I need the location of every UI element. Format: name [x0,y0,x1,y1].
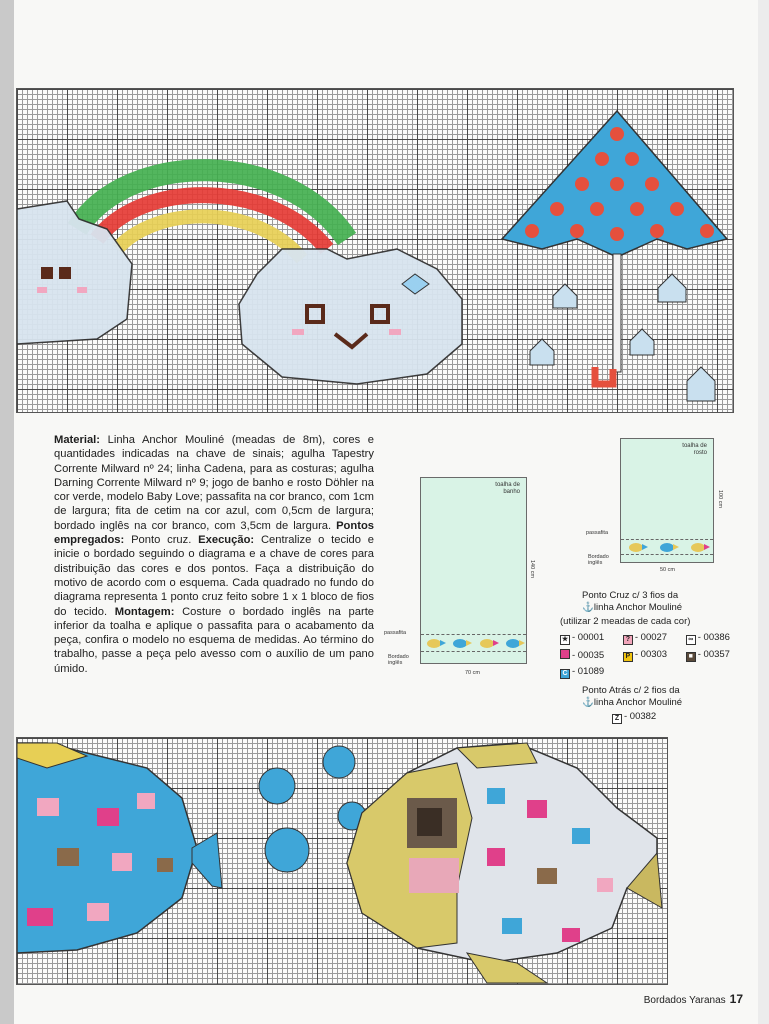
bath-passafita-label: passafita [384,630,407,636]
umbrella-motif [502,111,727,401]
pink-swatch [560,649,570,659]
pontos-text: Ponto cruz. [131,534,192,547]
binding-edge [0,0,14,1024]
montagem-label: Montagem: [114,605,175,618]
material-label: Material: [54,434,101,446]
left-fish-motif [17,743,222,953]
symbol-infinity-swatch: ∞ [686,635,696,645]
page-footer [644,992,743,1006]
top-cross-stitch-chart [16,88,734,413]
magazine-name: Bordados Yaranas [643,995,726,1006]
execucao-text: Centralize o tecido e inicie o bordado seguindo o diagrama e a chave de cores para distribuição das cores e dos pontos. Faça a distribuição do motivo de acordo com o esquema. Cada quadrado no fundo do diagrama representa 1 ponto cruz feito sobre 1 x 1 bloco de fios do tecido. [54,534,375,618]
bath-bordado-label: Bordado inglês [388,654,409,666]
legend-item-00035: - 00035 [560,649,604,662]
bath-width-label: 70 cm [465,670,480,676]
symbol-p-swatch: P [623,652,633,662]
band-fish-icon [629,543,643,552]
band-fish-icon [453,639,467,648]
cross-title-1: Ponto Cruz c/ 3 fios da [582,590,679,601]
page-number: 17 [729,992,743,1006]
montagem-text: Costure o bordado inglês na parte inferior da toalha e aplique o passafita para o acabamento da peça, confira o modelo no esquema de medidas. Ao término do trabalho, passe a peça pelo avesso com o auxílio de um pano úmido. [54,605,375,675]
legend-row [560,632,730,645]
symbol-question-swatch: ? [623,635,633,645]
band-fish-icon [506,639,520,648]
cross-title-2-text: linha Anchor Mouliné [593,602,683,613]
legend-item-00027: ? - 00027 [623,632,667,645]
pontos-label: Pontos empregados: [54,519,375,547]
legend-item-00382: Z - 00382 [560,711,760,724]
symbol-star-swatch: ★ [561,636,569,643]
face-width-label: 50 cm [660,567,675,573]
face-height-label: 100 cm [717,490,723,509]
execucao-label: Execução: [198,534,255,547]
legend-item-00303: P - 00303 [623,649,667,662]
bath-towel-band [421,634,526,652]
bath-height-label: 140 cm [529,560,535,579]
top-chart-motifs [17,89,735,414]
band-fish-icon [660,543,674,552]
face-towel-band [621,539,713,555]
legend-item-00001: ★ - 00001 [561,632,605,643]
legend-item-01089: C - 01089 [560,666,604,677]
bottom-cross-stitch-chart [16,737,668,985]
anchor-icon: ⚓ [582,697,594,708]
color-key [560,590,760,724]
band-fish-icon [480,639,494,648]
legend-row [560,666,760,679]
anchor-icon: ⚓ [582,602,594,613]
face-towel-schematic [620,438,714,563]
legend-item-00386: ∞ - 00386 [686,632,730,645]
material-text: Linha Anchor Mouliné (meadas de 8m), cores e quantidades indicadas na chave de sinais; agulha Tapestry Corrente Milward nº 24; linha Cadena, para as costuras; agulha Darning Corrente Milward nº 9; jogo de banho e rosto Döhler na cor verde, modelo Baby Love; passafita na cor branco, com 1cm de largura; fita de cetim na cor azul, com 0,5cm de largura; bordado inglês na cor branco, com 3,5cm de largura. [54,434,375,532]
back-title-2-text: linha Anchor Mouliné [593,697,683,708]
legend-item-00357: ■ - 00357 [686,649,730,662]
face-bordado-label: Bordado inglês [588,554,609,566]
cross-note: (utilizar 2 meadas de cada cor) [560,616,691,627]
right-cloud-motif [239,249,462,384]
band-fish-icon [427,639,441,648]
right-fish-motif [347,743,662,983]
band-fish-icon [691,543,705,552]
bottom-chart-motifs [17,738,669,986]
legend-row [560,649,730,662]
face-passafita-label: passafita [586,530,609,536]
back-title-2 [560,697,760,709]
face-towel-label: toalha de rosto [682,443,707,456]
symbol-c-swatch: C [560,669,570,679]
bath-towel-schematic [420,477,527,664]
bath-towel-label: toalha de banho [495,482,520,495]
back-title-1: Ponto Atrás c/ 2 fios da [582,685,680,696]
symbol-z-swatch: Z [612,714,622,724]
cross-title-2 [560,602,760,614]
instructions-text [54,433,374,676]
brown-swatch: ■ [686,652,696,662]
